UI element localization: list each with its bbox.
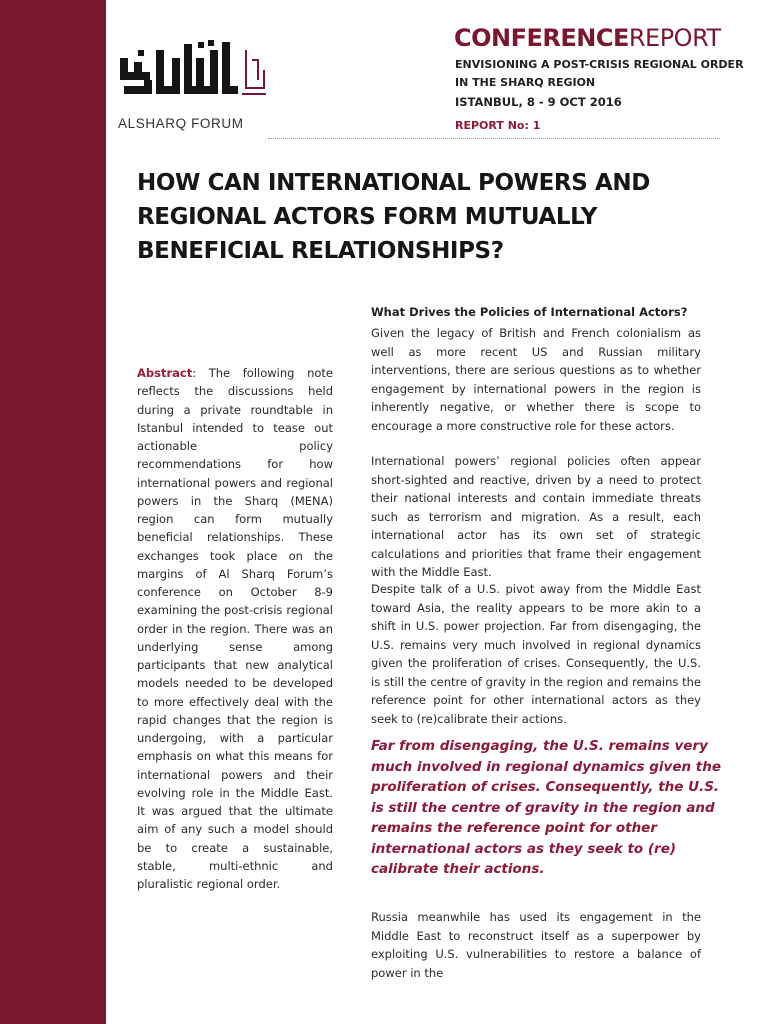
paragraph-4: Russia meanwhile has used its engagement in the Middle East to reconstruct itself as a superpower by exploiting U.S. vulnerabilities to restore a balance of power in the bbox=[371, 910, 701, 980]
arabic-calligraphy-logo-icon bbox=[118, 40, 268, 116]
dotted-divider bbox=[268, 138, 720, 139]
title-bold-part: CONFERENCE bbox=[454, 24, 629, 52]
title-line-2: REGIONAL ACTORS FORM MUTUALLY bbox=[137, 204, 598, 230]
side-color-bar bbox=[0, 0, 106, 1024]
pull-quote: Far from disengaging, the U.S. remains very much involved in regional dynamics given the proliferation of crises. Consequently, the U.S. is still the centre of gravity in the region and remains the reference point for other international actors as they seek to (re) calibrate their actions. bbox=[371, 738, 722, 877]
title-light-part: REPORT bbox=[628, 24, 721, 52]
alsharq-logo bbox=[118, 40, 268, 140]
report-subtitle: ENVISIONING A POST-CRISIS REGIONAL ORDER IN THE SHARQ REGION bbox=[455, 58, 744, 89]
title-line-1: HOW CAN INTERNATIONAL POWERS AND bbox=[137, 170, 650, 196]
abstract-label: Abstract bbox=[137, 366, 193, 380]
paragraph-2: International powers’ regional policies often appear short-sighted and reactive, driven by a need to protect their national interests and contain immediate threats such as terrorism and migration. As a result, each international actor has its own set of strategic calculations and priorities that frame their engagement with the Middle East. bbox=[371, 454, 701, 579]
page-title bbox=[137, 166, 737, 268]
paragraph-1: Given the legacy of British and French colonialism as well as more recent US and Russian military interventions, there are serious questions as to whether engagement by international powers in the region is inherently negative, or whether there is scope to encourage a more constructive role for these actors. bbox=[371, 326, 701, 433]
title-line-3: BENEFICIAL RELATIONSHIPS? bbox=[137, 238, 504, 264]
section-heading: What Drives the Policies of International Actors? bbox=[371, 305, 688, 319]
report-number: REPORT No: 1 bbox=[455, 119, 541, 132]
abstract-text: : The following note reflects the discussions held during a private roundtable in Istanbul intended to tease out actionable policy recommendations for how international powers and regional powers in the Sharq (MENA) region can form mutually beneficial relationships. These exchanges took place on the margins of Al Sharq Forum’s conference on October 8-9 examining the post-crisis regional order in the region. There was an underlying sense among participants that new analytical models needed to be developed to more effectively deal with the rapid changes that the region is undergoing, with a particular emphasis on what this means for international powers and their evolving role in the Middle East. It was argued that the ultimate aim of any such a model should be to create a sustainable, stable, multi-ethnic and pluralistic regional order. bbox=[137, 366, 333, 891]
paragraph-3: Despite talk of a U.S. pivot away from the Middle East toward Asia, the reality appears to be more akin to a shift in U.S. power projection. Far from disengaging, the U.S. remains very much involved in regional dynamics given the proliferation of crises. Consequently, the U.S. is still the centre of gravity in the region and remains the reference point for other international actors as they seek to (re)calibrate their actions. bbox=[371, 582, 701, 726]
report-date: ISTANBUL, 8 - 9 OCT 2016 bbox=[455, 95, 622, 109]
conference-report-title bbox=[454, 23, 721, 53]
logo-text: ALSHARQ FORUM bbox=[118, 116, 244, 131]
abstract bbox=[137, 364, 333, 893]
